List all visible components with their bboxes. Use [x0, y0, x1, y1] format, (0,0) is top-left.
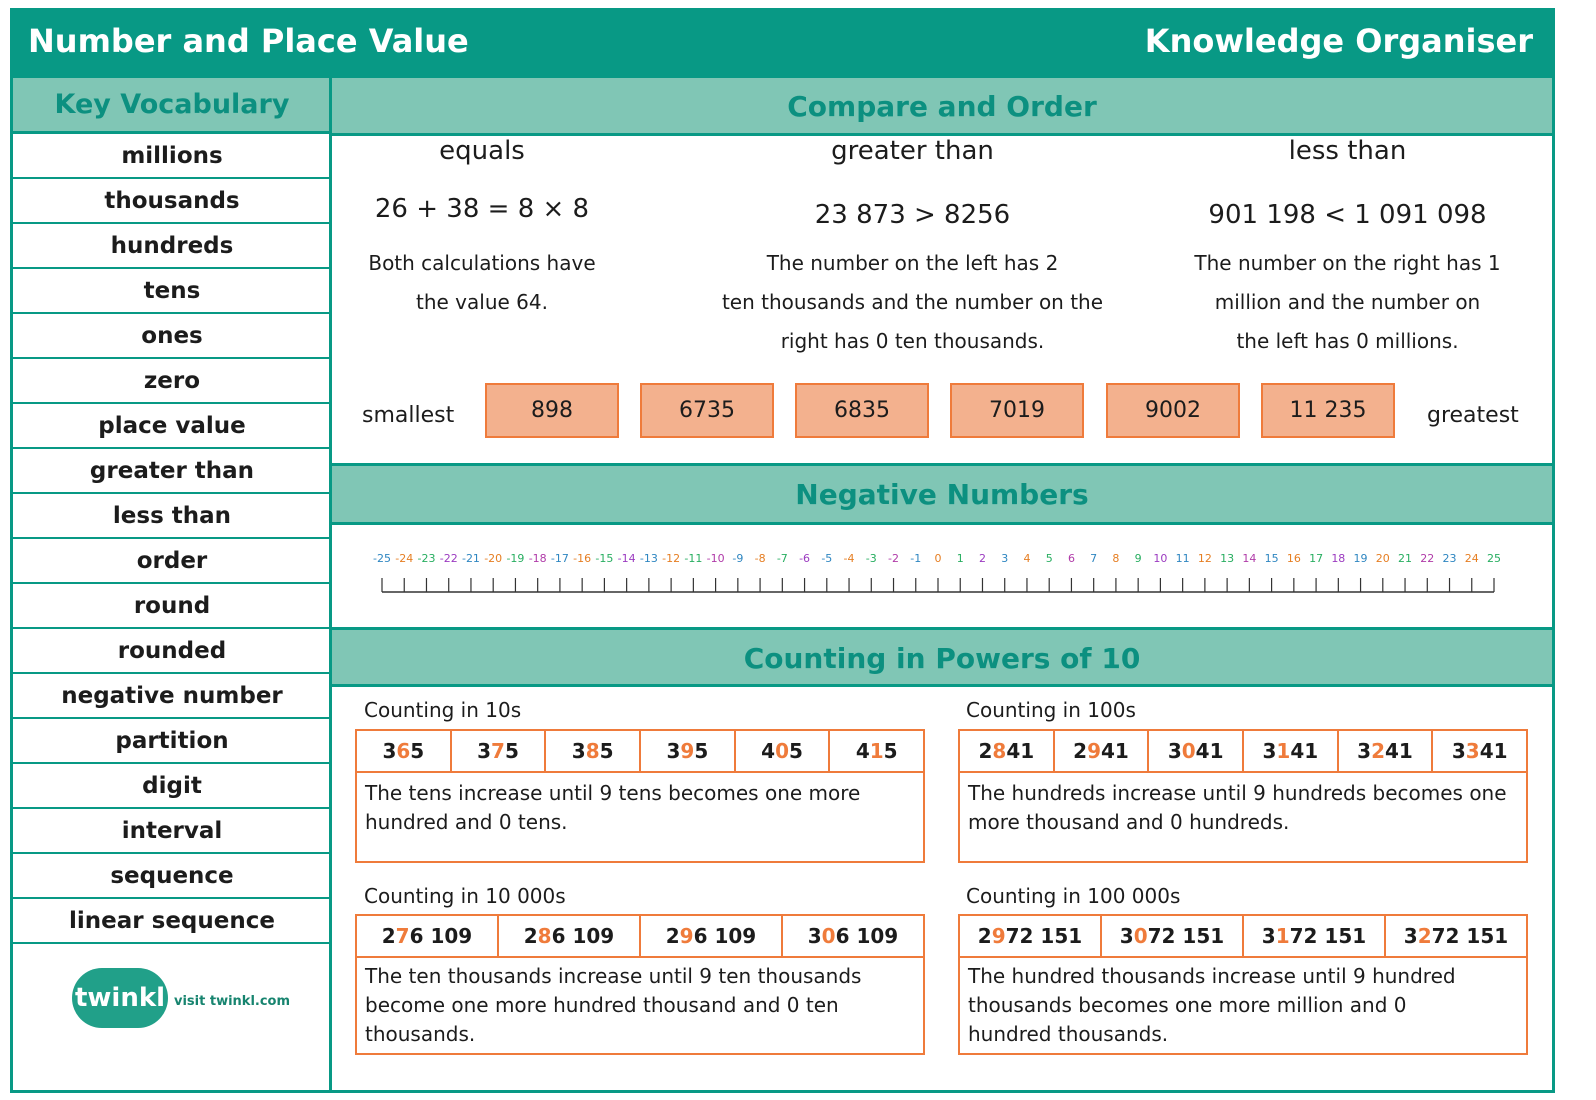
compare-desc-line: The number on the left has 2	[766, 251, 1059, 275]
highlighted-digit: 2	[1417, 924, 1432, 948]
compare-equals	[332, 136, 632, 322]
vocab-item: rounded	[13, 629, 331, 674]
number-line-label: -22	[439, 552, 458, 565]
compare-expression: 26 + 38 = 8 × 8	[374, 194, 590, 224]
powers-heading: Counting in Powers of 10	[332, 630, 1552, 686]
vocab-item: thousands	[13, 179, 331, 224]
number-line-label: 22	[1420, 552, 1435, 565]
number-line-label: 13	[1220, 552, 1235, 565]
compare-desc-line: million and the number on	[1214, 290, 1481, 314]
divider	[332, 522, 1552, 525]
order-row	[332, 383, 1552, 441]
number-line-label: -3	[865, 552, 877, 565]
highlighted-digit: 0	[775, 739, 789, 763]
counting-cells	[357, 731, 923, 773]
number-line-label: 6	[1067, 552, 1075, 565]
vocab-item: round	[13, 584, 331, 629]
number-line-label: 8	[1112, 552, 1120, 565]
number-line-label: -2	[888, 552, 900, 565]
block-title: Counting in 10s	[364, 698, 522, 722]
number-line-label: -12	[662, 552, 681, 565]
vocab-item: negative number	[13, 674, 331, 719]
number-line-label: -1	[910, 552, 922, 565]
vocab-item: sequence	[13, 854, 331, 899]
twinkl-logo[interactable]	[72, 968, 292, 1040]
number-line-label: -6	[799, 552, 811, 565]
highlighted-digit: 7	[491, 739, 505, 763]
highlighted-digit: 1	[1275, 924, 1290, 948]
number-line-label: 15	[1264, 552, 1279, 565]
block-title: Counting in 100 000s	[966, 884, 1181, 908]
block-description: The ten thousands increase until 9 ten thousands become one more hundred thousand and 0 ten thousands.	[365, 964, 862, 1046]
highlighted-digit: 3	[1465, 739, 1480, 763]
greatest-label: greatest	[1427, 403, 1519, 428]
compare-desc-line: the value 64.	[416, 290, 548, 314]
number-line-label: 14	[1242, 552, 1257, 565]
order-box: 6835	[795, 383, 929, 438]
compare-desc-line: the left has 0 millions.	[1236, 329, 1459, 353]
compare-less	[1170, 136, 1525, 361]
number-line-label: 25	[1487, 552, 1501, 565]
counting-cell: 3 7 5	[452, 731, 547, 771]
number-line-label: 1	[956, 552, 964, 565]
number-line-label: 10	[1153, 552, 1168, 565]
highlighted-digit: 8	[537, 924, 552, 948]
smallest-label: smallest	[362, 403, 455, 428]
compare-expression: 901 198 < 1 091 098	[1208, 200, 1487, 230]
number-line-label: -17	[550, 552, 569, 565]
counting-cell: 3 0 72 151	[1102, 916, 1244, 956]
number-line-label: -5	[821, 552, 833, 565]
number-line-label: -13	[639, 552, 658, 565]
number-line-label: 2	[978, 552, 986, 565]
number-line-label: 16	[1286, 552, 1301, 565]
compare-label: equals	[439, 136, 525, 166]
vocab-item: ones	[13, 314, 331, 359]
vocab-item: millions	[13, 134, 331, 179]
number-line-label: 18	[1331, 552, 1346, 565]
number-line-label: -7	[776, 552, 788, 565]
negative-heading: Negative Numbers	[332, 466, 1552, 522]
highlighted-digit: 9	[679, 924, 694, 948]
counting-cell: 3 0 41	[1149, 731, 1244, 771]
vocab-item: zero	[13, 359, 331, 404]
highlighted-digit: 0	[1181, 739, 1196, 763]
counting-cell: 2 9 6 109	[641, 916, 783, 956]
counting-cell: 3 6 5	[357, 731, 452, 771]
counting-cell: 2 7 6 109	[357, 916, 499, 956]
counting-cell: 3 1 41	[1244, 731, 1339, 771]
counting-cell: 4 1 5	[855, 739, 898, 763]
page-subtitle: Knowledge Organiser	[1144, 22, 1533, 60]
counting-table	[355, 914, 925, 1055]
highlighted-digit: 7	[395, 924, 410, 948]
compare-greater	[690, 136, 1135, 361]
number-line-label: 9	[1134, 552, 1142, 565]
counting-table	[355, 729, 925, 863]
counting-cell: 3 2 72 151	[1403, 924, 1509, 948]
highlighted-digit: 0	[821, 924, 836, 948]
counting-cell: 2 8 41	[960, 731, 1055, 771]
vocab-item: partition	[13, 719, 331, 764]
highlighted-digit: 0	[1133, 924, 1148, 948]
counting-cell: 2 9 41	[1055, 731, 1150, 771]
number-line-label: 24	[1464, 552, 1479, 565]
highlighted-digit: 2	[1371, 739, 1386, 763]
order-box: 898	[485, 383, 619, 438]
highlighted-digit: 9	[680, 739, 695, 763]
number-line-label: 12	[1197, 552, 1212, 565]
number-line-label: 4	[1023, 552, 1031, 565]
counting-table	[958, 729, 1528, 863]
number-line-label: 21	[1398, 552, 1413, 565]
counting-cells	[960, 916, 1526, 958]
order-box: 9002	[1106, 383, 1240, 438]
number-line-label: -18	[528, 552, 547, 565]
vocab-item: order	[13, 539, 331, 584]
highlighted-digit: 9	[991, 924, 1006, 948]
divider	[332, 684, 1552, 687]
compare-desc-line: The number on the right has 1	[1194, 251, 1501, 275]
number-line-label: -24	[395, 552, 414, 565]
compare-label: greater than	[831, 136, 994, 166]
block-title: Counting in 100s	[966, 698, 1136, 722]
number-line-label: -8	[754, 552, 766, 565]
number-line-label: -23	[417, 552, 436, 565]
number-line-label: -10	[706, 552, 725, 565]
number-line	[368, 548, 1508, 608]
compare-label: less than	[1288, 136, 1407, 166]
number-line-label: 7	[1090, 552, 1098, 565]
counting-cell: 2 8 6 109	[499, 916, 641, 956]
counting-cells	[960, 731, 1526, 773]
vocab-item: digit	[13, 764, 331, 809]
number-line-label: 11	[1175, 552, 1190, 565]
vocab-item: linear sequence	[13, 899, 331, 944]
vocab-item: less than	[13, 494, 331, 539]
number-line-label: -25	[373, 552, 391, 565]
counting-cell: 4 0 5	[736, 731, 831, 771]
highlighted-digit: 6	[396, 739, 411, 763]
highlighted-digit: 8	[585, 739, 600, 763]
counting-cell: 3 8 5	[546, 731, 641, 771]
compare-desc-line: Both calculations have	[368, 251, 596, 275]
block-title: Counting in 10 000s	[364, 884, 566, 908]
highlighted-digit: 8	[992, 739, 1007, 763]
counting-table	[958, 914, 1528, 1055]
compare-desc-line: right has 0 ten thousands.	[780, 329, 1045, 353]
number-line-label: 20	[1375, 552, 1390, 565]
order-box: 6735	[640, 383, 774, 438]
compare-expression: 23 873 > 8256	[814, 200, 1011, 230]
number-line-label: 23	[1442, 552, 1457, 565]
block-description: The hundred thousands increase until 9 hundred thousands becomes one more million and 0 hundred thousands.	[968, 964, 1456, 1046]
counting-cell: 3 2 41	[1339, 731, 1434, 771]
counting-cell: 3 3 41	[1451, 739, 1508, 763]
counting-cell: 3 0 6 109	[807, 924, 899, 948]
number-line-label: -20	[484, 552, 503, 565]
number-line-label: -15	[595, 552, 614, 565]
number-line-label: 0	[934, 552, 942, 565]
vocabulary-panel	[13, 78, 331, 1090]
highlighted-digit: 9	[1087, 739, 1101, 763]
counting-cell: 3 1 72 151	[1244, 916, 1386, 956]
compare-heading: Compare and Order	[332, 78, 1552, 134]
block-description: The hundreds increase until 9 hundreds becomes one more thousand and 0 hundreds.	[968, 781, 1507, 834]
vocab-item: place value	[13, 404, 331, 449]
number-line-label: -9	[732, 552, 744, 565]
logo-mark: twinkl	[72, 968, 168, 1028]
highlighted-digit: 1	[869, 739, 884, 763]
vocab-item: tens	[13, 269, 331, 314]
number-line-label: 5	[1045, 552, 1053, 565]
counting-cell: 3 9 5	[641, 731, 736, 771]
number-line-label: -21	[461, 552, 480, 565]
order-box: 11 235	[1261, 383, 1395, 438]
counting-cells	[357, 916, 923, 958]
number-line-label: -14	[617, 552, 636, 565]
number-line-label: -11	[684, 552, 703, 565]
counting-cell: 2 9 72 151	[960, 916, 1102, 956]
vocabulary-heading: Key Vocabulary	[13, 78, 331, 134]
title-bar	[10, 8, 1555, 78]
number-line-label: 3	[1001, 552, 1009, 565]
number-line-label: 19	[1353, 552, 1368, 565]
vocab-item: greater than	[13, 449, 331, 494]
page-title: Number and Place Value	[28, 22, 469, 60]
number-line-label: 17	[1309, 552, 1324, 565]
vocab-item: hundreds	[13, 224, 331, 269]
number-line-label: -4	[843, 552, 855, 565]
vocab-item: interval	[13, 809, 331, 854]
visit-link[interactable]: visit twinkl.com	[174, 994, 291, 1009]
number-line-label: -16	[573, 552, 592, 565]
highlighted-digit: 1	[1276, 739, 1291, 763]
vocabulary-list	[13, 134, 331, 944]
order-box: 7019	[950, 383, 1084, 438]
compare-desc-line: ten thousands and the number on the	[721, 290, 1104, 314]
block-description: The tens increase until 9 tens becomes one more hundred and 0 tens.	[365, 781, 861, 834]
number-line-label: -19	[506, 552, 525, 565]
